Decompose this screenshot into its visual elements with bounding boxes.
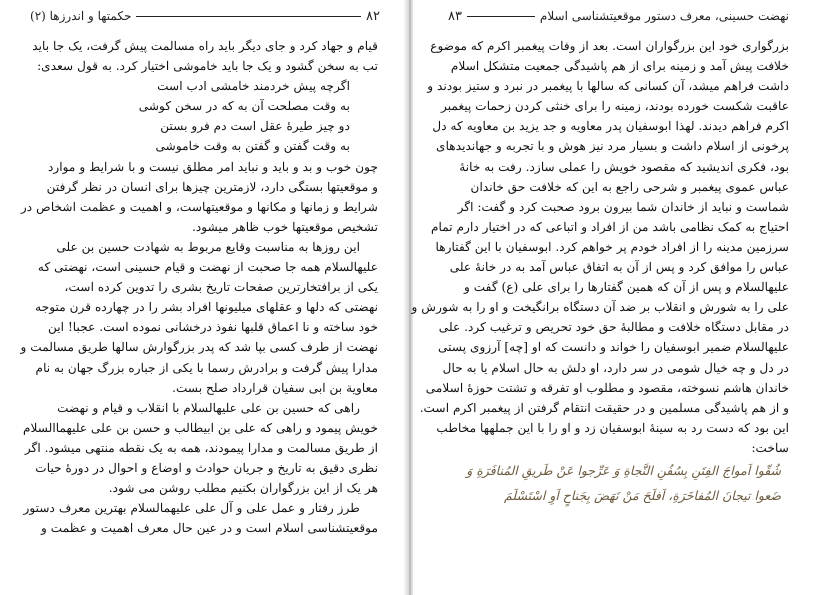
left-page bbox=[0, 0, 408, 595]
text-line: پرخونی از اسلام داشت و بسیار مرد نیز هوش و با تجربه و جهاندیدهای bbox=[436, 139, 789, 154]
left-page-header bbox=[30, 7, 380, 25]
text-line: این بود که دست رد به سینهٔ ابوسفیان زد و او را با این جملهها مخاطب bbox=[436, 420, 789, 435]
text-line: به وقت گفتن و گفتن به وقت خاموشی bbox=[155, 139, 350, 154]
text-line: سرزمین مدینه را از افراد خودم پر خواهم کرد. ابوسفیان با این گفتارها bbox=[435, 239, 789, 254]
text-line: معاویة بن ابی سفیان قرارداد صلح بست. bbox=[172, 380, 378, 395]
text-line: موقعیتشناسی اسلام است و در عین حال معرف اهمیت و عظمت و bbox=[41, 521, 378, 536]
text-line: عاقبت شکست خورده بودند، زمینه را برای خنثی کردن زحمات پیغمبر bbox=[441, 99, 789, 114]
text-line: اکرم فراهم دیدند. لهذا ابوسفیان پدر معاویه و جد یزید بن معاویه که دل bbox=[432, 119, 789, 134]
text-line: خاندان هاشم نسوخته، مقصود و مطلوب او تفرقه و تشتت حوزهٔ اسلامی bbox=[425, 380, 789, 395]
text-line: خویش پیمود و راهی که علی بن ابیطالب و حسن بن علی علیهماالسلام bbox=[22, 420, 378, 435]
text-line: یکی از برافتخارترین صفحات تاریخ بشری را تدوین کرده است، bbox=[64, 280, 378, 295]
text-line: بود، فکری اندیشید که مقصود خویش را عملی سازد. رفت به خانهٔ bbox=[459, 159, 789, 174]
text-line: این روزها به مناسبت وقایع مربوط به شهادت حسین بن علی bbox=[56, 239, 360, 254]
text-line: به وقت مصلحت آن به که در سخن کوشی bbox=[138, 99, 350, 114]
text-line: شرایط و زمانها و مکانها و موقعیتهاست، و اهمیت و عظمت اشخاص در bbox=[20, 199, 378, 214]
text-line: علی را به شورش و انقلاب بر ضد آن دستگاه برانگیخت و او را به شورش و bbox=[411, 300, 789, 315]
text-line: نهضت از طرف کسی بپا شد که پدر بزرگوارش سالها طریق مسالمت و bbox=[20, 340, 378, 355]
text-line: اگرچه پیش خردمند خامشی ادب است bbox=[157, 79, 350, 94]
text-line: خلافت پیش آمد و زمینه برای از هم پاشیدگی جمعیت متشکل اسلام bbox=[450, 59, 789, 74]
right-page-number: ۸۳ bbox=[448, 8, 462, 24]
left-page-number: ۸۲ bbox=[366, 8, 380, 24]
text-line: در دل و چه خیال شومی در سر دارد، او دلش به حال اسلام یا به حال bbox=[442, 360, 789, 375]
header-rule bbox=[467, 16, 535, 17]
text-line: علیهالسلام ضمیر ابوسفیان را خواند و دانست که او [چه] آرزوی پستی bbox=[438, 340, 789, 355]
text-line: بزرگواری خود این بزرگواران است. بعد از وفات پیغمبر اکرم که موضوع bbox=[430, 39, 789, 53]
header-rule bbox=[136, 16, 361, 17]
right-page bbox=[413, 0, 821, 595]
text-line: قیام و جهاد کرد و جای دیگر باید راه مسالمت پیش گرفت، یک جا باید bbox=[32, 39, 378, 53]
text-line: راهی که حسین بن علی علیهالسلام با انقلاب و قیام و نهضت bbox=[57, 400, 360, 415]
text-line: از طریق مسالمت و مدارا پیمودند، همه به یک نقطه منتهی میشود. اگر bbox=[24, 440, 378, 455]
text-line: عباس عموی پیغمبر و شرحی راجع به این که خلافت حق خاندان bbox=[470, 179, 789, 194]
text-line: احتیاج به کمک نظامی باشد من از افراد و اتباعی که در اختیار دارم تمام bbox=[430, 219, 789, 234]
text-line: در مقابل دستگاه خلافت و مطالبهٔ حق خود تحریص و ترغیب کرد. علی bbox=[438, 320, 789, 335]
text-line: مدارا پیش گرفت و برادرش رسما با یکی از جباره بزرگ جهان به نام bbox=[35, 360, 378, 375]
text-line: و موقعیتها بستگی دارد، لازمترین چیزها برای انسان در نظر گرفتن bbox=[46, 179, 378, 194]
text-line: نظری دقیق به تاریخ و جریان حوادث و اوضاع و احوال در دورهٔ حیات bbox=[35, 460, 378, 475]
text-line: عباس را موافق کرد و پس از آن به اتفاق عباس آمد به در خانهٔ علی bbox=[449, 260, 789, 275]
left-body-text bbox=[20, 36, 378, 594]
text-line: علیهالسلام همه جا صحبت از نهضت و قیام حسینی است، نهضتی که bbox=[37, 260, 378, 275]
arabic-quote bbox=[449, 458, 781, 508]
text-line: علیهالسلام و پس از آن که همین گفتارها را برای علی (ع) گفت و bbox=[463, 280, 789, 295]
right-page-header bbox=[448, 7, 789, 25]
text-line: ساخت: bbox=[751, 440, 789, 455]
text-line: شماست و نباید از خاندان شما بیرون برود صحبت کرد و گفت: اگر bbox=[457, 199, 789, 214]
right-body-text bbox=[411, 36, 789, 455]
text-line: چون خوب و بد و باید و نباید امر مطلق نیست و با شرایط و موارد bbox=[47, 159, 378, 174]
right-running-title: نهضت حسینی، معرف دستور موقعیتشناسی اسلام bbox=[539, 9, 789, 23]
text-line: طرز رفتار و عمل علی و آل علی علیهمالسلام بهترین معرف دستور bbox=[23, 501, 360, 516]
text-line: تشخیص موقعیتها خوب ظاهر میشود. bbox=[192, 219, 378, 234]
text-line: دو چیز طیرهٔ عقل است دم فرو بستن bbox=[160, 119, 350, 134]
text-line: خود ساخته و نا اعماق قلبها نفوذ درخشانی نموده است. عجبا! این bbox=[47, 320, 378, 335]
left-running-title: حکمتها و اندرزها (۲) bbox=[30, 9, 132, 23]
text-line: هر یک از این بزرگواران بکنیم مطلب روشن می شود. bbox=[108, 481, 378, 496]
text-line: تب به سخن گشود و یک جا باید خاموشی اختیار کرد. به قول سعدی: bbox=[37, 59, 378, 74]
text-line: داشت فراهم میشد، آن کسانی که سالها با پیغمبر در نبرد و ستیز بودند و bbox=[427, 79, 789, 94]
text-line: و از هم پاشیدگی مسلمین و در حقیقت انتقام گرفتن از پیغمبر اکرم است. bbox=[419, 400, 789, 415]
text-line: شُقّوا اَمواجَ الفِتَنِ بِسُفُنِ النَّجاةِ وَ عَرِّجوا عَنْ طَریقِ المُنافَرَةِ وَ bbox=[466, 463, 781, 478]
text-line: نهضتی که دلها و عقلهای میلیونها افراد بشر را در چهارده قرن متوجه bbox=[35, 300, 378, 315]
text-line: ضَعوا تیجانَ المُفاخَرَةِ، اَفلَحَ مَنْ نَهَضَ بِجَناحٍ اَوِ اسْتَسْلَمَ bbox=[504, 488, 781, 503]
